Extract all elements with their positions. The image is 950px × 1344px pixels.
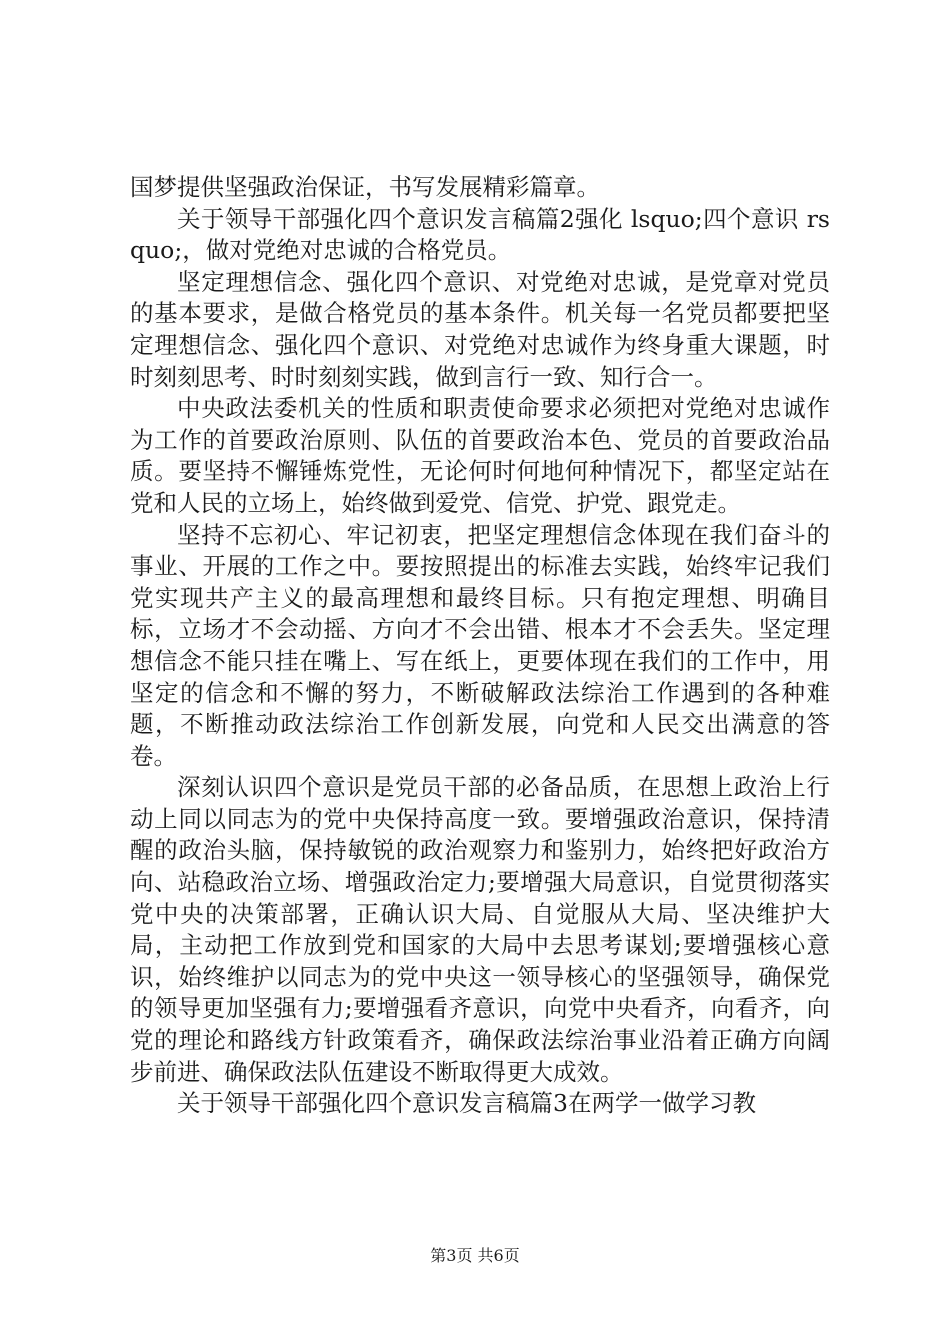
paragraph: 国梦提供坚强政治保证，书写发展精彩篇章。 — [130, 173, 600, 201]
paragraph: 中央政法委机关的性质和职责使命要求必须把对党绝对忠诚作为工作的首要政治原则、队伍的首要政治本色、党员的首要政治品质。要坚持不懈锤炼党性，无论何时何地何种情况下，都坚定站在党和人民的立场上，始终做到爱党、信党、护党、跟党走。 — [130, 394, 830, 517]
paragraph: 深刻认识四个意识是党员干部的必备品质，在思想上政治上行动上同以同志为的党中央保持高度一致。要增强政治意识，保持清醒的政治头脑，保持敏锐的政治观察力和鉴别力，始终把好政治方向、站稳政治立场、增强政治定力;要增强大局意识，自觉贯彻落实党中央的决策部署，正确认识大局、自觉服从大局、坚决维护大局，主动把工作放到党和国家的大局中去思考谋划;要增强核心意识，始终维护以同志为的党中央这一领导核心的坚强领导，确保党的领导更加坚强有力;要增强看齐意识，向党中央看齐，向看齐，向党的理论和路线方针政策看齐，确保政法综治事业沿着正确方向阔步前进、确保政法队伍建设不断取得更大成效。 — [130, 773, 830, 1086]
paragraph: 坚定理想信念、强化四个意识、对党绝对忠诚，是党章对党员的基本要求，是做合格党员的基本条件。机关每一名党员都要把坚定理想信念、强化四个意识、对党绝对忠诚作为终身重大课题，时时刻刻思考、时时刻刻实践，做到言行一致、知行合一。 — [130, 267, 830, 391]
document-body — [130, 172, 830, 1120]
paragraph: 关于领导干部强化四个意识发言稿篇2强化 lsquo;四个意识 rsquo;，做对党绝对忠诚的合格党员。 — [130, 204, 830, 265]
paragraph: 关于领导干部强化四个意识发言稿篇3在两学一做学习教 — [177, 1089, 756, 1118]
page-footer: 第3页 共6页 — [430, 1246, 520, 1265]
paragraph: 坚持不忘初心、牢记初衷，把坚定理想信念体现在我们奋斗的事业、开展的工作之中。要按照提出的标准去实践，始终牢记我们党实现共产主义的最高理想和最终目标。只有抱定理想、明确目标，立场才不会动摇、方向才不会出错、根本才不会丢失。坚定理想信念不能只挂在嘴上、写在纸上，更要体现在我们的工作中，用坚定的信念和不懈的努力，不断破解政法综治工作遇到的各种难题，不断推动政法综治工作创新发展，向党和人民交出满意的答卷。 — [130, 520, 830, 770]
